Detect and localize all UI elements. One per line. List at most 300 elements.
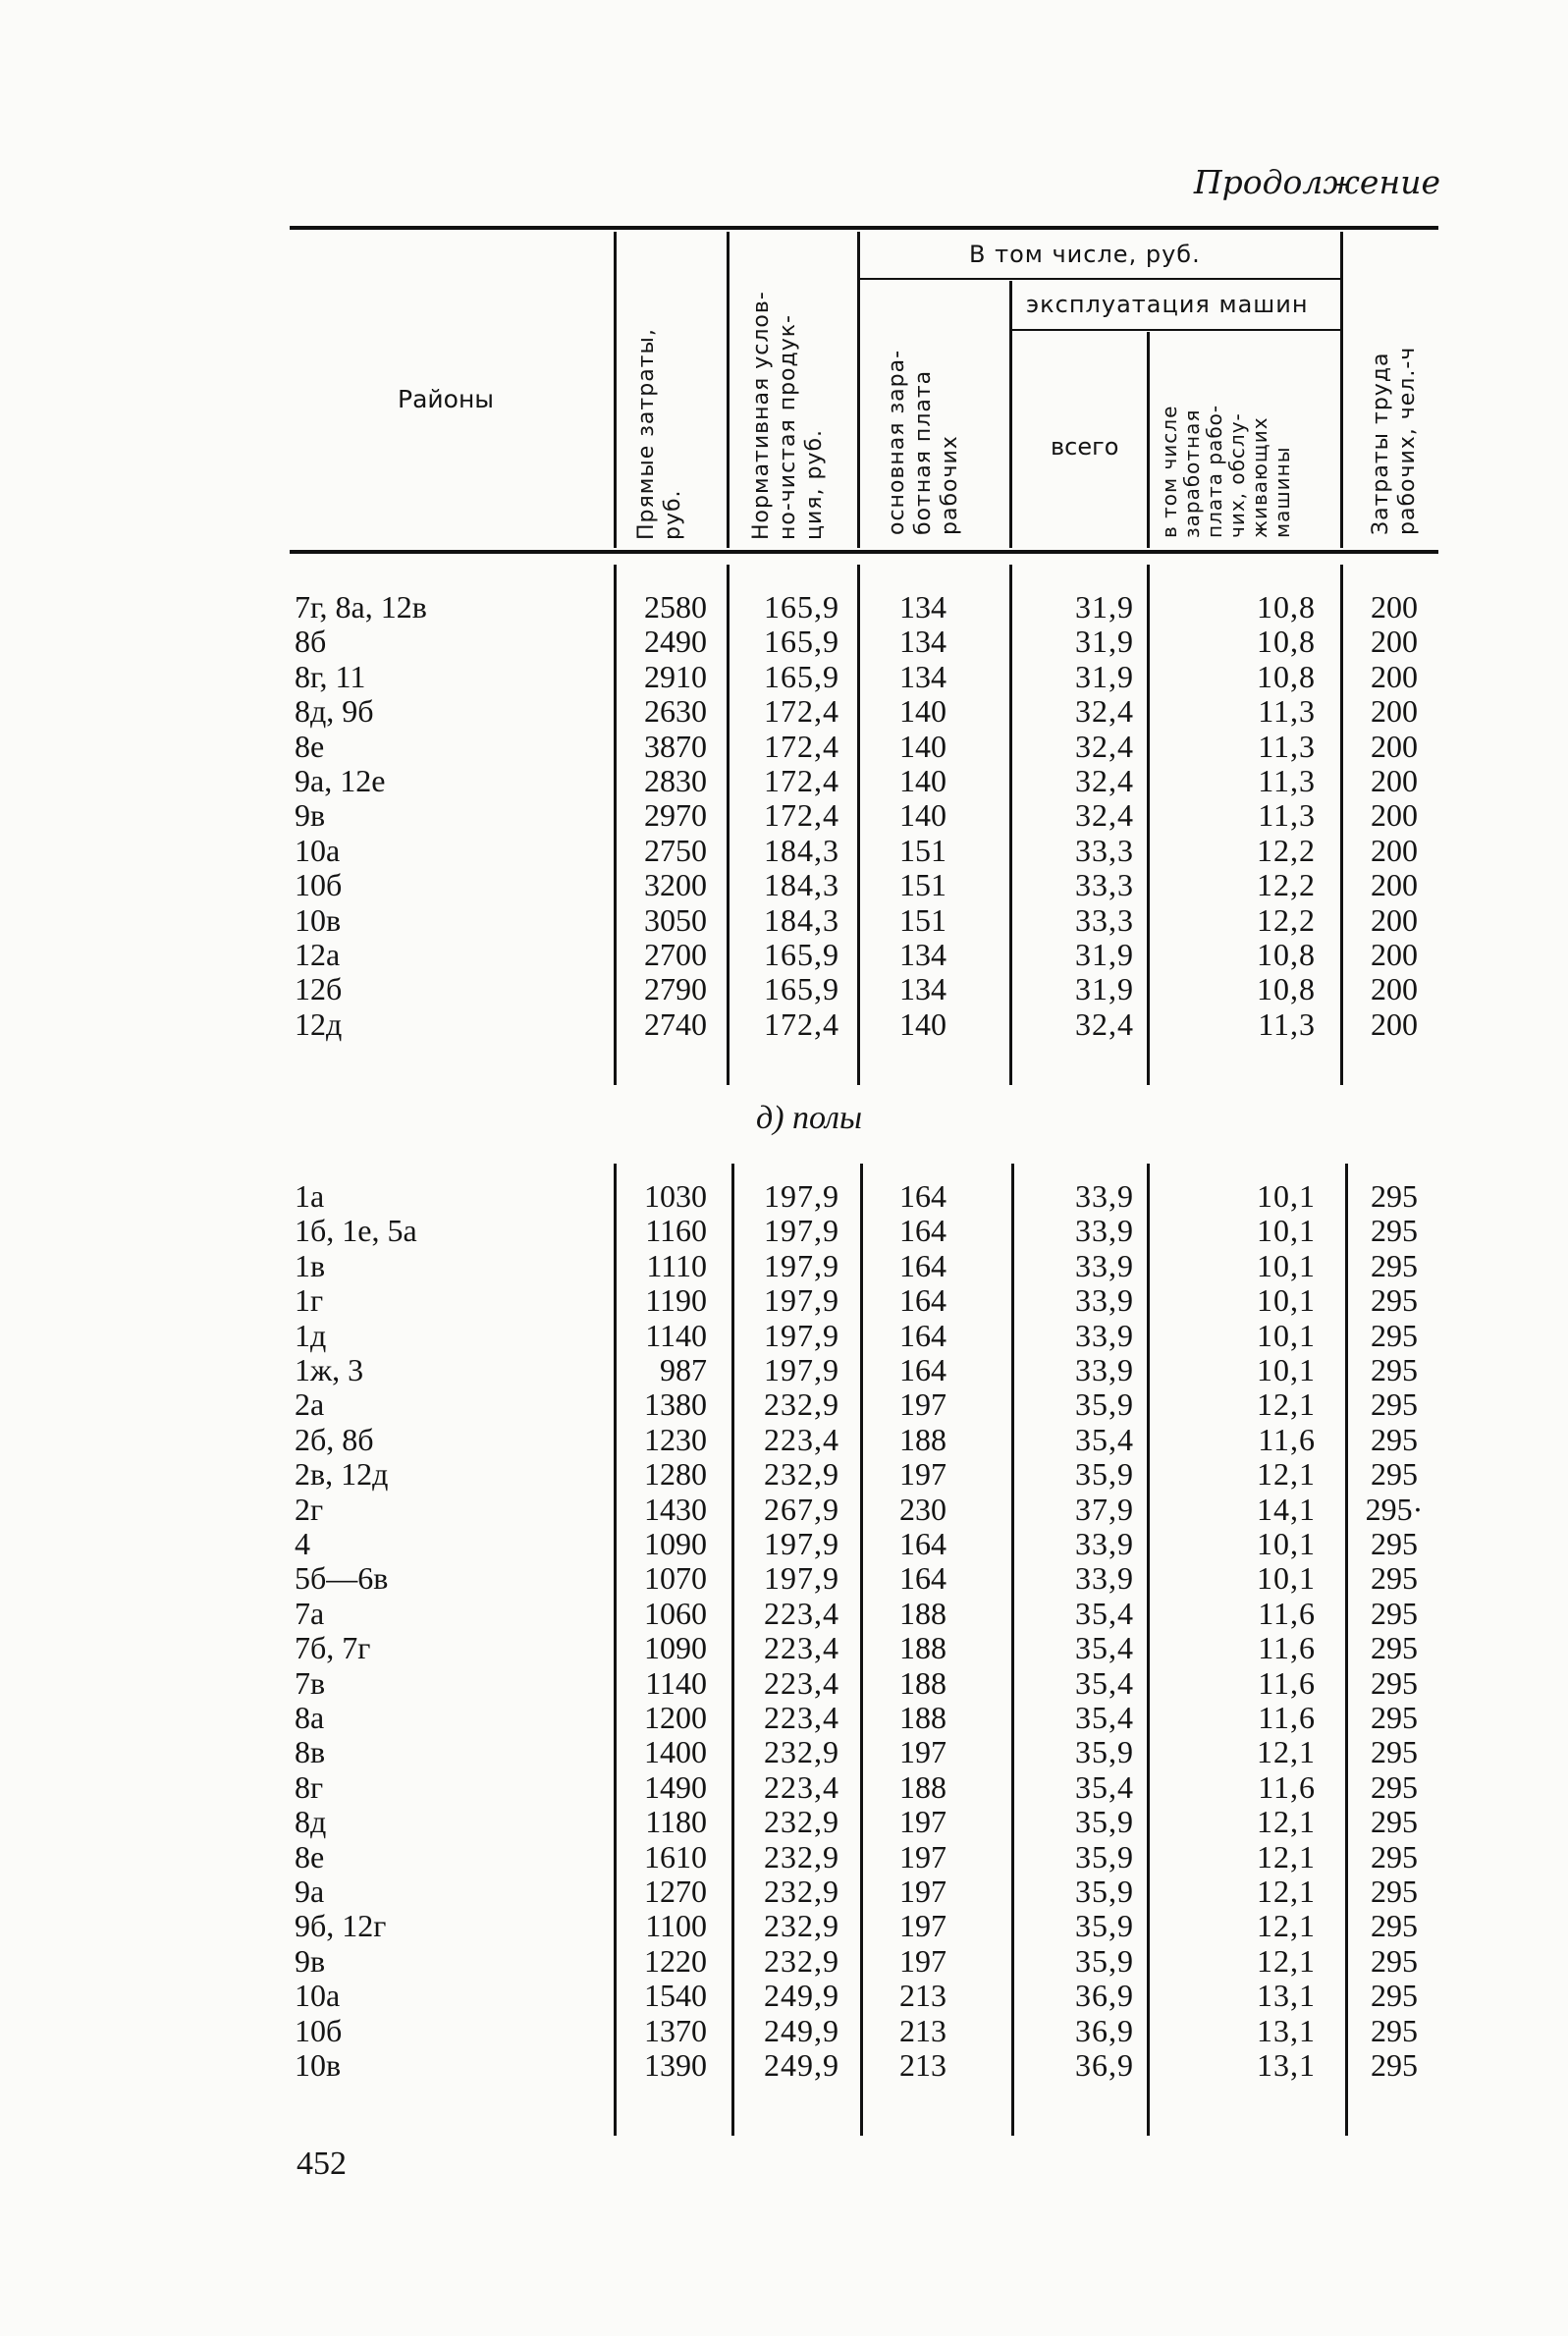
cell-machine-total: 33,9	[1075, 1560, 1134, 1597]
cell-machine-wage: 12,1	[1257, 1804, 1316, 1840]
header-including-wage: в том числе заработная плата рабо- чих, обслу- живающих машины	[1158, 404, 1294, 538]
cell-machine-wage: 10,1	[1257, 1282, 1316, 1319]
table-row	[0, 937, 1568, 972]
cell-norm-output: 232,9	[764, 1942, 839, 1979]
cell-machine-wage: 13,1	[1257, 2012, 1316, 2048]
cell-labor: 295	[1371, 1213, 1418, 1249]
cell-machine-total: 35,9	[1075, 1874, 1134, 1909]
cell-district: 10в	[295, 2047, 342, 2083]
cell-labor: 295	[1371, 1700, 1418, 1735]
cell-direct-costs: 3050	[644, 901, 707, 938]
cell-norm-output: 165,9	[764, 658, 839, 694]
cell-direct-costs: 1370	[644, 2012, 707, 2048]
cell-machine-wage: 12,1	[1257, 1874, 1316, 1909]
table-row	[0, 1874, 1568, 1909]
cell-machine-total: 35,9	[1075, 1838, 1134, 1874]
cell-norm-output: 197,9	[764, 1213, 839, 1249]
header-divider-5	[1147, 332, 1150, 548]
cell-labor: 295	[1371, 1838, 1418, 1874]
cell-labor: 200	[1371, 832, 1418, 868]
table-row	[0, 833, 1568, 868]
cell-direct-costs: 1490	[644, 1768, 707, 1805]
table-row	[0, 1318, 1568, 1353]
cell-base-wage: 188	[899, 1421, 946, 1457]
cell-norm-output: 172,4	[764, 763, 839, 798]
cell-machine-total: 33,3	[1075, 867, 1134, 903]
cell-machine-wage: 10,8	[1257, 971, 1316, 1007]
cell-base-wage: 213	[899, 2047, 946, 2083]
cell-base-wage: 164	[899, 1247, 946, 1283]
cell-machine-total: 33,3	[1075, 832, 1134, 868]
table-row	[0, 971, 1568, 1006]
cell-machine-wage: 10,1	[1257, 1526, 1316, 1561]
cell-base-wage: 140	[899, 797, 946, 834]
cell-norm-output: 223,4	[764, 1664, 839, 1701]
table-row	[0, 1213, 1568, 1248]
cell-labor: 295	[1371, 1595, 1418, 1631]
cell-direct-costs: 1430	[644, 1491, 707, 1527]
cell-district: 7а	[295, 1595, 325, 1631]
cell-district: 2б, 8б	[295, 1421, 374, 1457]
table-row	[0, 1560, 1568, 1596]
cell-machine-wage: 12,1	[1257, 1942, 1316, 1979]
cell-machine-wage: 10,8	[1257, 589, 1316, 625]
cell-district: 10в	[295, 901, 342, 938]
cell-labor: 295	[1371, 1317, 1418, 1353]
cell-norm-output: 165,9	[764, 624, 839, 660]
cell-machine-total: 35,9	[1075, 1456, 1134, 1493]
cell-base-wage: 188	[899, 1595, 946, 1631]
cell-base-wage: 164	[899, 1282, 946, 1319]
cell-labor: 295	[1371, 1874, 1418, 1909]
table-row	[0, 659, 1568, 694]
header-base-wage: основная зара- ботная плата рабочих	[885, 349, 962, 535]
cell-base-wage: 134	[899, 624, 946, 660]
cell-district: 7в	[295, 1664, 326, 1701]
cell-machine-wage: 13,1	[1257, 2047, 1316, 2083]
cell-district: 1в	[295, 1247, 326, 1283]
cell-labor: 295	[1371, 1560, 1418, 1597]
cell-machine-total: 35,9	[1075, 1386, 1134, 1423]
table-row	[0, 1178, 1568, 1214]
cell-norm-output: 184,3	[764, 901, 839, 938]
cell-machine-wage: 12,1	[1257, 1908, 1316, 1944]
cell-district: 5б—6в	[295, 1560, 389, 1597]
cell-machine-wage: 10,1	[1257, 1247, 1316, 1283]
cell-district: 9б, 12г	[295, 1908, 387, 1944]
table-row	[0, 1352, 1568, 1387]
cell-direct-costs: 1270	[644, 1874, 707, 1909]
cell-machine-total: 31,9	[1075, 971, 1134, 1007]
cell-base-wage: 213	[899, 2012, 946, 2048]
cell-norm-output: 172,4	[764, 797, 839, 834]
cell-norm-output: 197,9	[764, 1247, 839, 1283]
cell-norm-output: 197,9	[764, 1560, 839, 1597]
cell-machine-wage: 11,6	[1258, 1630, 1316, 1666]
cell-district: 8е	[295, 1838, 325, 1874]
header-norm-output: Нормативная услов- но-чистая продук- ция, руб.	[749, 291, 827, 540]
cell-district: 1а	[295, 1178, 325, 1214]
cell-machine-total: 33,9	[1075, 1282, 1134, 1319]
cell-district: 8г, 11	[295, 658, 366, 694]
table-row	[0, 797, 1568, 833]
cell-labor: 200	[1371, 971, 1418, 1007]
cell-direct-costs: 1140	[645, 1317, 707, 1353]
cell-labor: 295	[1371, 1178, 1418, 1214]
cell-norm-output: 197,9	[764, 1178, 839, 1214]
table-row	[0, 693, 1568, 729]
cell-machine-wage: 11,6	[1258, 1421, 1316, 1457]
cell-machine-wage: 12,1	[1257, 1734, 1316, 1770]
cell-district: 2а	[295, 1386, 325, 1423]
cell-labor: 200	[1371, 693, 1418, 730]
cell-district: 9а, 12е	[295, 763, 386, 798]
cell-labor: 200	[1371, 589, 1418, 625]
cell-labor: 200	[1371, 763, 1418, 798]
cell-machine-wage: 12,2	[1257, 867, 1316, 903]
cell-base-wage: 164	[899, 1526, 946, 1561]
cell-labor: 200	[1371, 624, 1418, 660]
including-rule	[859, 278, 1340, 280]
cell-district: 2в, 12д	[295, 1456, 389, 1493]
table-top-rule	[290, 226, 1438, 230]
cell-machine-wage: 10,1	[1257, 1178, 1316, 1214]
cell-machine-total: 33,9	[1075, 1352, 1134, 1387]
cell-norm-output: 232,9	[764, 1456, 839, 1493]
cell-district: 8е	[295, 728, 325, 764]
cell-machine-wage: 12,2	[1257, 901, 1316, 938]
cell-labor: 295	[1371, 1421, 1418, 1457]
cell-labor: 200	[1371, 937, 1418, 972]
table-row	[0, 1248, 1568, 1283]
cell-base-wage: 140	[899, 728, 946, 764]
cell-direct-costs: 2970	[644, 797, 707, 834]
table-row	[0, 729, 1568, 764]
cell-direct-costs: 1090	[644, 1630, 707, 1666]
cell-direct-costs: 1160	[645, 1213, 707, 1249]
cell-direct-costs: 2830	[644, 763, 707, 798]
cell-base-wage: 188	[899, 1768, 946, 1805]
cell-machine-total: 35,4	[1075, 1630, 1134, 1666]
table-row	[0, 1282, 1568, 1318]
cell-labor: 200	[1371, 901, 1418, 938]
cell-direct-costs: 1230	[644, 1421, 707, 1457]
cell-machine-total: 36,9	[1075, 2047, 1134, 2083]
cell-machine-total: 31,9	[1075, 658, 1134, 694]
cell-base-wage: 197	[899, 1942, 946, 1979]
cell-direct-costs: 1180	[645, 1804, 707, 1840]
cell-base-wage: 213	[899, 1978, 946, 2014]
cell-norm-output: 232,9	[764, 1386, 839, 1423]
cell-labor: 200	[1371, 867, 1418, 903]
cell-norm-output: 232,9	[764, 1908, 839, 1944]
cell-direct-costs: 1610	[644, 1838, 707, 1874]
cell-district: 8д	[295, 1804, 327, 1840]
cell-labor: 295	[1371, 1804, 1418, 1840]
cell-district: 8г	[295, 1768, 324, 1805]
cell-labor: 200	[1371, 728, 1418, 764]
cell-machine-total: 31,9	[1075, 624, 1134, 660]
cell-machine-wage: 11,6	[1258, 1700, 1316, 1735]
cell-base-wage: 151	[899, 867, 946, 903]
cell-district: 1г	[295, 1282, 324, 1319]
cell-machine-total: 35,4	[1075, 1768, 1134, 1805]
cell-district: 8в	[295, 1734, 326, 1770]
cell-direct-costs: 2580	[644, 589, 707, 625]
cell-norm-output: 197,9	[764, 1352, 839, 1387]
cell-district: 10а	[295, 832, 341, 868]
cell-direct-costs: 1540	[644, 1978, 707, 2014]
cell-norm-output: 184,3	[764, 867, 839, 903]
cell-district: 1д	[295, 1317, 327, 1353]
cell-norm-output: 165,9	[764, 937, 839, 972]
table-row	[0, 1943, 1568, 1979]
cell-district: 7г, 8а, 12в	[295, 589, 427, 625]
cell-machine-total: 35,4	[1075, 1664, 1134, 1701]
cell-district: 9в	[295, 1942, 326, 1979]
cell-base-wage: 197	[899, 1838, 946, 1874]
cell-base-wage: 164	[899, 1352, 946, 1387]
cell-machine-wage: 10,8	[1257, 937, 1316, 972]
cell-machine-total: 35,9	[1075, 1804, 1134, 1840]
header-divider-1	[614, 232, 617, 548]
table-row	[0, 1456, 1568, 1492]
cell-norm-output: 223,4	[764, 1700, 839, 1735]
header-district: Районы	[398, 385, 495, 413]
header-divider-4	[1009, 281, 1012, 548]
table-row	[0, 1492, 1568, 1527]
cell-machine-wage: 11,3	[1258, 797, 1316, 834]
cell-machine-wage: 11,3	[1258, 763, 1316, 798]
cell-base-wage: 188	[899, 1700, 946, 1735]
table-row	[0, 2013, 1568, 2048]
cell-machine-wage: 10,1	[1257, 1317, 1316, 1353]
cell-norm-output: 172,4	[764, 728, 839, 764]
cell-labor: 200	[1371, 658, 1418, 694]
cell-base-wage: 197	[899, 1908, 946, 1944]
cell-machine-total: 35,9	[1075, 1734, 1134, 1770]
cell-machine-total: 35,9	[1075, 1908, 1134, 1944]
cell-district: 1б, 1е, 5а	[295, 1213, 417, 1249]
cell-machine-total: 37,9	[1075, 1491, 1134, 1527]
cell-norm-output: 165,9	[764, 589, 839, 625]
cell-norm-output: 197,9	[764, 1282, 839, 1319]
table-row	[0, 1734, 1568, 1769]
table-row	[0, 1630, 1568, 1665]
cell-direct-costs: 3200	[644, 867, 707, 903]
cell-direct-costs: 1090	[644, 1526, 707, 1561]
cell-district: 10б	[295, 2012, 343, 2048]
cell-base-wage: 140	[899, 1005, 946, 1042]
cell-district: 10б	[295, 867, 343, 903]
cell-district: 8д, 9б	[295, 693, 374, 730]
cell-machine-wage: 10,1	[1257, 1213, 1316, 1249]
cell-labor: 295	[1371, 2047, 1418, 2083]
cell-machine-total: 36,9	[1075, 1978, 1134, 2014]
table-row	[0, 1596, 1568, 1631]
cell-district: 9а	[295, 1874, 325, 1909]
header-bottom-rule	[290, 550, 1438, 554]
table-row	[0, 624, 1568, 659]
cell-machine-total: 31,9	[1075, 937, 1134, 972]
cell-district: 8б	[295, 624, 327, 660]
table-row	[0, 1006, 1568, 1042]
cell-direct-costs: 3870	[644, 728, 707, 764]
cell-labor: 295	[1371, 1282, 1418, 1319]
table-row	[0, 2047, 1568, 2083]
cell-base-wage: 197	[899, 1874, 946, 1909]
cell-norm-output: 223,4	[764, 1630, 839, 1666]
cell-base-wage: 151	[899, 901, 946, 938]
cell-labor: 295·	[1365, 1491, 1424, 1527]
table-row	[0, 1908, 1568, 1943]
header-machine-operation: эксплуатация машин	[1026, 291, 1309, 318]
cell-base-wage: 134	[899, 937, 946, 972]
table-row	[0, 589, 1568, 625]
cell-machine-total: 33,9	[1075, 1213, 1134, 1249]
cell-norm-output: 249,9	[764, 1978, 839, 2014]
cell-direct-costs: 2910	[644, 658, 707, 694]
cell-machine-total: 31,9	[1075, 589, 1134, 625]
cell-base-wage: 164	[899, 1178, 946, 1214]
cell-labor: 295	[1371, 1630, 1418, 1666]
cell-machine-wage: 11,3	[1258, 1005, 1316, 1042]
cell-district: 4	[295, 1526, 310, 1561]
cell-norm-output: 172,4	[764, 1005, 839, 1042]
cell-labor: 295	[1371, 1768, 1418, 1805]
cell-machine-total: 32,4	[1075, 1005, 1134, 1042]
header-including: В том числе, руб.	[969, 241, 1201, 268]
table-row	[0, 1978, 1568, 2013]
header-divider-3	[857, 232, 860, 548]
cell-direct-costs: 1060	[644, 1595, 707, 1631]
cell-base-wage: 164	[899, 1213, 946, 1249]
cell-direct-costs: 1070	[644, 1560, 707, 1597]
cell-norm-output: 184,3	[764, 832, 839, 868]
cell-machine-total: 32,4	[1075, 728, 1134, 764]
cell-district: 1ж, 3	[295, 1352, 364, 1387]
cell-base-wage: 197	[899, 1456, 946, 1493]
table-row	[0, 1386, 1568, 1422]
table-row	[0, 1665, 1568, 1701]
cell-direct-costs: 2630	[644, 693, 707, 730]
cell-district: 12д	[295, 1005, 343, 1042]
cell-norm-output: 165,9	[764, 971, 839, 1007]
cell-labor: 295	[1371, 1386, 1418, 1423]
cell-labor: 295	[1371, 1978, 1418, 2014]
cell-district: 8а	[295, 1700, 325, 1735]
cell-direct-costs: 2750	[644, 832, 707, 868]
cell-direct-costs: 987	[660, 1352, 707, 1387]
cell-district: 9в	[295, 797, 326, 834]
table-row	[0, 1804, 1568, 1839]
cell-direct-costs: 2490	[644, 624, 707, 660]
header-divider-6	[1340, 232, 1343, 548]
cell-norm-output: 232,9	[764, 1874, 839, 1909]
cell-labor: 295	[1371, 1526, 1418, 1561]
cell-direct-costs: 1400	[644, 1734, 707, 1770]
cell-district: 10а	[295, 1978, 341, 2014]
cell-district: 12б	[295, 971, 343, 1007]
cell-machine-total: 33,3	[1075, 901, 1134, 938]
cell-base-wage: 151	[899, 832, 946, 868]
cell-direct-costs: 2740	[644, 1005, 707, 1042]
cell-labor: 295	[1371, 1908, 1418, 1944]
cell-base-wage: 197	[899, 1734, 946, 1770]
cell-base-wage: 140	[899, 763, 946, 798]
table-row	[0, 867, 1568, 902]
table-row	[0, 1422, 1568, 1457]
cell-direct-costs: 1140	[645, 1664, 707, 1701]
cell-machine-wage: 10,8	[1257, 658, 1316, 694]
cell-machine-total: 35,9	[1075, 1942, 1134, 1979]
cell-machine-wage: 10,1	[1257, 1560, 1316, 1597]
table-row	[0, 1839, 1568, 1874]
cell-machine-wage: 11,6	[1258, 1595, 1316, 1631]
cell-direct-costs: 1190	[645, 1282, 707, 1319]
cell-district: 2г	[295, 1491, 324, 1527]
cell-base-wage: 230	[899, 1491, 946, 1527]
cell-machine-wage: 11,6	[1258, 1664, 1316, 1701]
continuation-label: Продолжение	[1193, 163, 1440, 201]
cell-direct-costs: 1110	[646, 1247, 707, 1283]
section-title-floors: д) полы	[756, 1100, 863, 1136]
cell-labor: 200	[1371, 1005, 1418, 1042]
cell-direct-costs: 2790	[644, 971, 707, 1007]
cell-machine-total: 33,9	[1075, 1247, 1134, 1283]
cell-machine-wage: 11,6	[1258, 1768, 1316, 1805]
cell-machine-total: 33,9	[1075, 1526, 1134, 1561]
cell-direct-costs: 1200	[644, 1700, 707, 1735]
cell-machine-total: 36,9	[1075, 2012, 1134, 2048]
cell-base-wage: 140	[899, 693, 946, 730]
cell-direct-costs: 1390	[644, 2047, 707, 2083]
cell-norm-output: 197,9	[764, 1317, 839, 1353]
cell-machine-total: 32,4	[1075, 797, 1134, 834]
cell-base-wage: 197	[899, 1804, 946, 1840]
header-direct-costs: Прямые затраты, руб.	[634, 328, 685, 540]
cell-machine-wage: 10,1	[1257, 1352, 1316, 1387]
cell-machine-wage: 12,2	[1257, 832, 1316, 868]
cell-norm-output: 232,9	[764, 1734, 839, 1770]
cell-labor: 295	[1371, 1664, 1418, 1701]
cell-base-wage: 188	[899, 1630, 946, 1666]
table-row	[0, 763, 1568, 798]
cell-direct-costs: 1220	[644, 1942, 707, 1979]
cell-norm-output: 172,4	[764, 693, 839, 730]
cell-norm-output: 267,9	[764, 1491, 839, 1527]
cell-labor: 295	[1371, 1456, 1418, 1493]
cell-norm-output: 197,9	[764, 1526, 839, 1561]
header-total: всего	[1051, 433, 1119, 461]
cell-norm-output: 249,9	[764, 2047, 839, 2083]
table-row	[0, 902, 1568, 938]
cell-base-wage: 134	[899, 658, 946, 694]
cell-direct-costs: 1380	[644, 1386, 707, 1423]
cell-machine-wage: 10,8	[1257, 624, 1316, 660]
page-number: 452	[297, 2146, 347, 2182]
cell-direct-costs: 1030	[644, 1178, 707, 1214]
cell-labor: 295	[1371, 1352, 1418, 1387]
table-row	[0, 1700, 1568, 1735]
cell-direct-costs: 1280	[644, 1456, 707, 1493]
machine-rule	[1011, 329, 1340, 331]
cell-machine-total: 33,9	[1075, 1317, 1134, 1353]
cell-labor: 295	[1371, 1734, 1418, 1770]
cell-machine-total: 35,4	[1075, 1700, 1134, 1735]
cell-labor: 295	[1371, 2012, 1418, 2048]
header-divider-2	[727, 232, 730, 548]
